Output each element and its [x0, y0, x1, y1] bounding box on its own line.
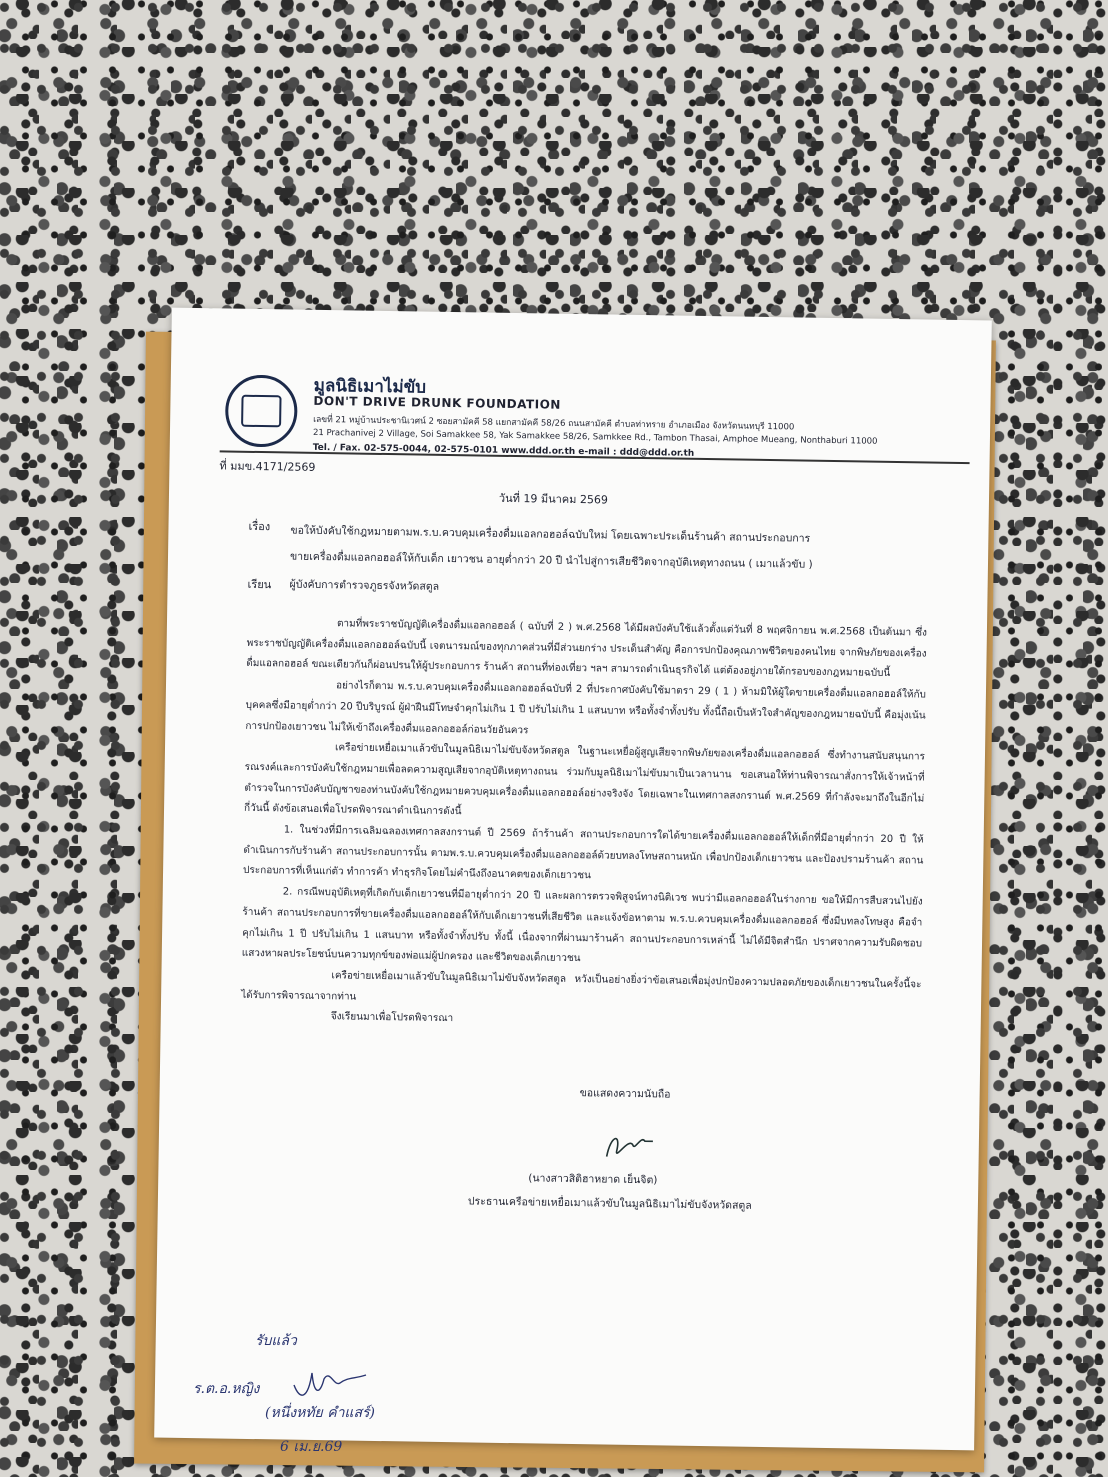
handwritten-signature [290, 1365, 370, 1403]
address-en: 21 Prachanivej 2 Village, Soi Samakkee 58, Yak Samakkee 58/26, Samkkee Rd., Tambon Thasai, Amphoe Mueang, Nonthaburi 11000 [312, 427, 878, 447]
letter-date: วันที่ 19 มีนาคม 2569 [498, 491, 609, 507]
contact-line: Tel. / Fax. 02-575-0044, 02-575-0101 www.ddd.or.th e-mail : ddd@ddd.or.th [312, 442, 695, 459]
handwritten-rank: ร.ต.อ.หญิง [193, 1381, 260, 1397]
handwritten-received: รับแล้ว [255, 1333, 297, 1349]
closing-text: ขอแสดงความนับถือ [579, 1087, 671, 1101]
handwritten-date: 6 เม.ย.69 [280, 1439, 343, 1455]
proposal-item: 1. ในช่วงที่มีการเฉลิมฉลองเทศกาลสงกรานต์ ปี 2569 ถ้าร้านค้า สถานประกอบการใดได้ขายเครื่องดื่มแอลกอฮอล์ให้เด็กที่มีอายุต่ำกว่า 20 ปี ให้ดำเนินการกับร้านค้า สถานประกอบการนั้น ตามพ.ร.บ.ควบคุมเครื่องดื่มแอลกอฮอล์ด้วยบทลงโทษสถานหนัก เพื่อปกป้องเด็กเยาวชน และป้องปรามร้านค้า สถานประกอบการที่เห็นแก่ตัว ทำการค้า ทำธุรกิจโดยไม่คำนึงถึงอนาคตของเด็กเยาวชน [243, 824, 924, 882]
signer-name: (นางสาวสิติฮาหยาด เย็นจิต) [528, 1172, 658, 1187]
org-name-th: มูลนิธิเมาไม่ขับ [313, 375, 427, 398]
body-paragraph: อย่างไรก็ตาม พ.ร.บ.ควบคุมเครื่องดื่มแอลกอฮอล์ฉบับที่ 2 ที่ประกาศบังคับใช้มาตรา 29 ( 1 ) ห้ามมิให้ผู้ใดขายเครื่องดื่มแอลกอฮอล์ให้กับบุคคลซึ่งมีอายุต่ำกว่า 20 ปีบริบูรณ์ ผู้ฝ่าฝืนมีโทษจำคุกไม่เกิน 1 ปี ปรับไม่เกิน 1 แสนบาท หรือทั้งจำทั้งปรับ ทั้งนี้ถือเป็นหัวใจสำคัญของกฎหมายฉบับนี้ คือมุ่งเน้นการปกป้องเยาวชน ไม่ให้เข้าถึงเครื่องดื่มแอลกอฮอล์ก่อนวัยอันควร [245, 680, 927, 736]
recipient-text: ผู้บังคับการตำรวจภูธรจังหวัดสตูล [289, 578, 440, 593]
reference-number: ที่ มมข.4171/2569 [219, 459, 316, 474]
recipient-label: เรียน [247, 577, 272, 592]
subject-line: ขอให้บังคับใช้กฎหมายตามพ.ร.บ.ควบคุมเครื่องดื่มแอลกอฮอล์ฉบับใหม่ โดยเฉพาะประเด็นร้านค้า สถานประกอบการ [290, 524, 811, 545]
letter-page [154, 308, 992, 1451]
body-paragraph: ตามที่พระราชบัญญัติเครื่องดื่มแอลกอฮอล์ ( ฉบับที่ 2 ) พ.ศ.2568 ได้มีผลบังคับใช้แล้วตั้งแต่วันที่ 8 พฤศจิกายน พ.ศ.2568 เป็นต้นมา ซึ่งพระราชบัญญัติเครื่องดื่มแอลกอฮอล์ฉบับนี้ เจตนารมณ์ของทุกภาคส่วนที่มีส่วนยกร่าง ประเด็นสำคัญ คือการปกป้องคุณภาพชีวิตของคนไทย จากพิษภัยของเครื่องดื่มแอลกอฮอล์ ขณะเดียวกันก็ผ่อนปรนให้ผู้ประกอบการ ร้านค้า สถานที่ท่องเที่ยว ฯลฯ สามารถดำเนินธุรกิจได้ แต่ต้องอยู่ภายใต้กรอบของกฎหมายฉบับนี้ [246, 618, 927, 680]
subject-text [290, 518, 891, 579]
body-paragraph: จึงเรียนมาเพื่อโปรดพิจารณา [330, 1011, 454, 1025]
org-name-en: DON'T DRIVE DRUNK FOUNDATION [313, 393, 561, 412]
proposal-item: 2. กรณีพบอุบัติเหตุที่เกิดกับเด็กเยาวชนที่มีอายุต่ำกว่า 20 ปี และผลการตรวจพิสูจน์ทางนิติเวช พบว่ามีแอลกอฮอล์ในร่างกาย ขอให้มีการสืบสวนไปยังร้านค้า สถานประกอบการที่ขายเครื่องดื่มแอลกอฮอล์ให้กับเด็กเยาวชนที่เสียชีวิต และแจ้งข้อหาตาม พ.ร.บ.ควบคุมเครื่องดื่มแอลกอฮอล์ ซึ่งมีบทลงโทษสูง คือจำคุกไม่เกิน 1 ปี ปรับไม่เกิน 1 แสนบาท หรือทั้งจำทั้งปรับ ทั้งนี้ เนื่องจากที่ผ่านมาร้านค้า สถานประกอบการเหล่านี้ ไม่ได้มีจิตสำนึก ปราศจากความรับผิดชอบ แสวงหาผลประโยชน์บนความทุกข์ของพ่อแม่ผู้ปกครอง และชีวิตของเด็กเยาวชน [241, 886, 923, 965]
foundation-logo-icon [225, 374, 298, 447]
body-paragraph: เครือข่ายเหยื่อเมาแล้วขับในมูลนิธิเมาไม่ขับจังหวัดสตูล หวังเป็นอย่างยิ่งว่าข้อเสนอเพื่อมุ่งปกป้องความปลอดภัยของเด็กเยาวชนในครั้งนี้จะได้รับการพิจารณาจากท่าน [241, 970, 922, 1003]
subject-label: เรื่อง [248, 519, 271, 534]
handwritten-name: (หนึ่งหทัย คำแสร์) [265, 1405, 375, 1421]
subject-line: ขายเครื่องดื่มแอลกอฮอล์ให้กับเด็ก เยาวชน อายุต่ำกว่า 20 ปี นำไปสู่การเสียชีวิตจากอุบัติเหตุทางถนน ( เมาแล้วขับ ) [289, 550, 813, 571]
letterhead [226, 346, 926, 459]
letter-body [241, 613, 927, 1038]
signature-mark [598, 1126, 659, 1167]
address-th: เลขที่ 21 หมู่บ้านประชานิเวศน์ 2 ซอยสามัคคี 58 แยกสามัคคี 58/26 ถนนสามัคคี ตำบลท่าทราย อำเภอเมือง จังหวัดนนทบุรี 11000 [313, 414, 795, 433]
signer-title: ประธานเครือข่ายเหยื่อเมาแล้วขับในมูลนิธิเมาไม่ขับจังหวัดสตูล [467, 1195, 752, 1212]
body-paragraph: เครือข่ายเหยื่อเมาแล้วขับในมูลนิธิเมาไม่ขับจังหวัดสตูล ในฐานะเหยื่อผู้สูญเสียจากพิษภัยของเครื่องดื่มแอลกอฮอล์ ซึ่งทำงานสนับสนุนการรณรงค์และการบังคับใช้กฎหมายเพื่อลดความสูญเสียจากอุบัติเหตุทางถนน ร่วมกับมูลนิธิเมาไม่ขับมาเป็นเวลานาน ขอเสนอให้ท่านพิจารณาสั่งการให้เจ้าหน้าที่ตำรวจในการบังคับบัญชาของท่านบังคับใช้กฎหมายควบคุมเครื่องดื่มแอลกอฮอล์อย่างจริงจัง โดยเฉพาะในเทศกาลสงกรานต์ พ.ศ.2569 ที่กำลังจะมาถึงในอีกไม่กี่วันนี้ ดังข้อเสนอเพื่อโปรดพิจารณาดำเนินการดังนี้ [243, 742, 926, 818]
